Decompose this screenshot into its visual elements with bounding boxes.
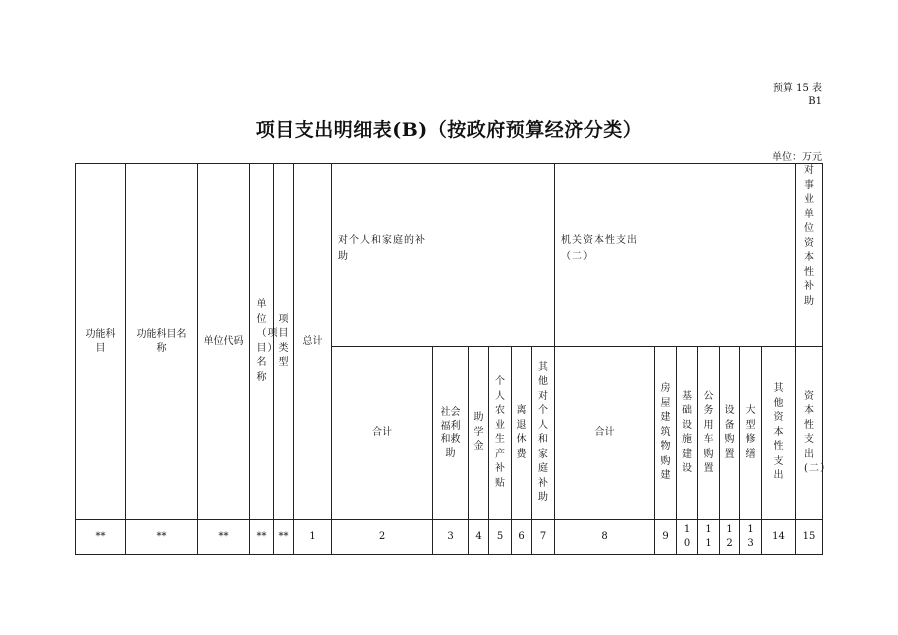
- index-cell: 6: [512, 520, 532, 555]
- index-cell: 3: [433, 520, 469, 555]
- index-cell: **: [76, 520, 126, 555]
- header-capital-sub2: 资本性支出(二）: [796, 347, 823, 520]
- index-cell: **: [126, 520, 198, 555]
- table-row-index: [76, 520, 823, 555]
- header-capital-subsidy: 对事业单位资本性补助: [796, 164, 823, 347]
- index-cell: 4: [469, 520, 489, 555]
- index-cell: 10: [677, 520, 698, 555]
- index-cell: 15: [796, 520, 823, 555]
- sheet-code: B1: [808, 96, 822, 107]
- unit-label: 单位：万元: [772, 152, 822, 163]
- index-cell: 2: [332, 520, 433, 555]
- header-repairs: 大型修缮: [740, 347, 762, 520]
- index-cell: 1: [294, 520, 332, 555]
- index-cell: 7: [532, 520, 555, 555]
- header-social-welfare: 社会福利和救助: [433, 347, 469, 520]
- header-func-code: 功能科目: [76, 164, 126, 520]
- header-other-personal: 其他对个人和家庭补助: [532, 347, 555, 520]
- header-vehicles: 公务用车购置: [698, 347, 720, 520]
- header-func-name: 功能科目名称: [126, 164, 198, 520]
- page-title: 项目支出明细表(B)（按政府预算经济分类）: [255, 119, 643, 141]
- header-equipment: 设备购置: [720, 347, 740, 520]
- form-number: 预算 15 表: [772, 83, 822, 94]
- header-unit-code: 单位代码: [198, 164, 250, 520]
- header-building: 房屋建筑物购建: [655, 347, 677, 520]
- header-group-personal: 对个人和家庭的补助: [332, 164, 555, 347]
- header-infrastructure: 基础设施建设: [677, 347, 698, 520]
- header-group-capital: 机关资本性支出（二）: [555, 164, 796, 347]
- index-cell: 13: [740, 520, 762, 555]
- budget-table: [75, 163, 831, 555]
- index-cell: 12: [720, 520, 740, 555]
- index-cell: 14: [762, 520, 796, 555]
- index-cell: 5: [489, 520, 512, 555]
- index-cell: **: [274, 520, 294, 555]
- index-cell: 9: [655, 520, 677, 555]
- header-unit-name: 单位（项目）名称: [250, 164, 274, 520]
- index-cell: 8: [555, 520, 655, 555]
- header-scholarship: 助学金: [469, 347, 489, 520]
- header-agri-subsidy: 个人农业生产补贴: [489, 347, 512, 520]
- header-other-capital: 其他资本性支出: [762, 347, 796, 520]
- index-cell: **: [198, 520, 250, 555]
- header-retirement: 离退休费: [512, 347, 532, 520]
- header-personal-subtotal: 合计: [332, 347, 433, 520]
- index-cell: **: [250, 520, 274, 555]
- index-cell: 11: [698, 520, 720, 555]
- header-project-type: 项目类型: [274, 164, 294, 520]
- header-total: 总计: [294, 164, 332, 520]
- header-capital-subtotal: 合计: [555, 347, 655, 520]
